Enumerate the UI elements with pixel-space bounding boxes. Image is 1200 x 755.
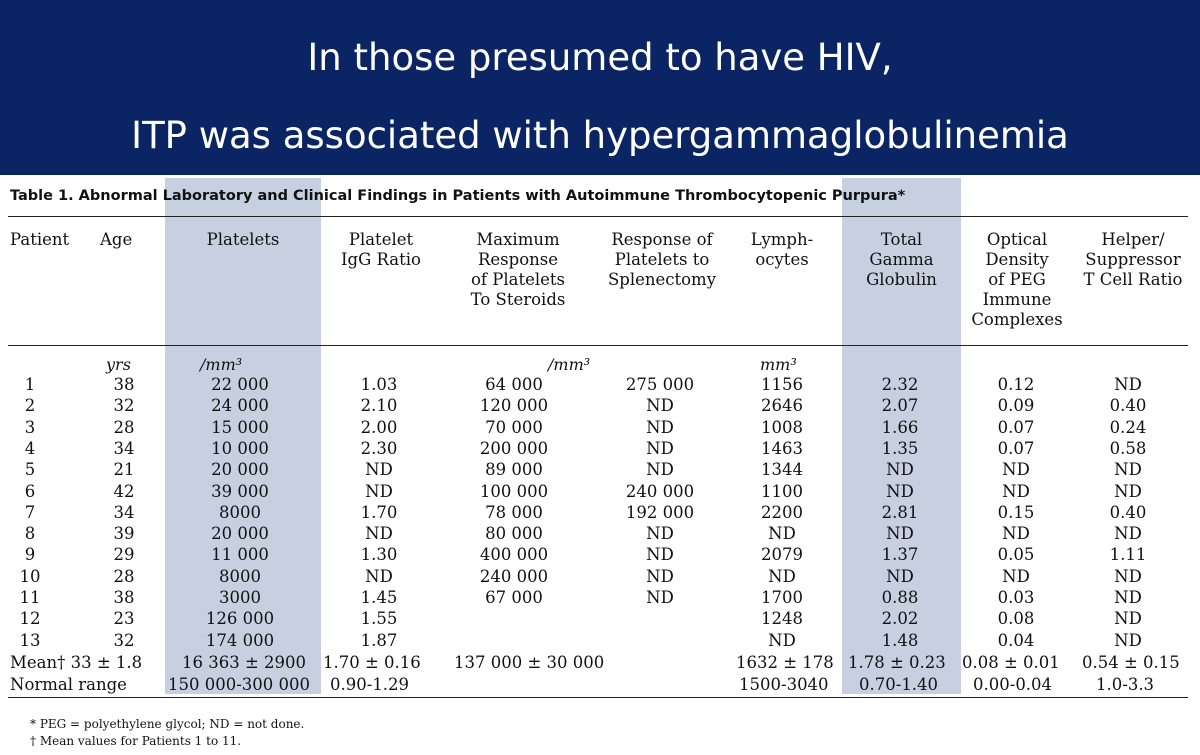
cell-tcell-ratio: ND: [1114, 609, 1142, 629]
cell-lymphocytes: 1700: [761, 588, 803, 607]
cell-tcell-ratio: ND: [1114, 481, 1142, 501]
cell-optical-density: 0.07: [997, 438, 1035, 458]
cell-age: 34: [113, 438, 135, 458]
cell-platelets: 10 000: [211, 438, 269, 458]
cell-age: 32: [113, 630, 135, 650]
title-line-1: In those presumed to have HIV,: [307, 36, 893, 79]
cell-patient: 13: [19, 630, 41, 650]
cell-patient: 6: [24, 481, 36, 501]
table-row: [0, 523, 1200, 544]
cell-tcell-ratio: ND: [1114, 630, 1142, 650]
unit-platelets: /mm³: [200, 355, 243, 374]
footnote-mean: † Mean values for Patients 1 to 11.: [30, 734, 242, 748]
cell-platelets: 3000: [219, 588, 261, 607]
normal-lymphocytes: 1500-3040: [739, 675, 829, 694]
table-row: [0, 587, 1200, 608]
mean-igg: 1.70 ± 0.16: [323, 653, 421, 672]
cell-igg-ratio: ND: [365, 481, 393, 501]
header-splenectomy-response: Response of Platelets to Splenectomy: [607, 230, 717, 289]
cell-gamma-globulin: 2.02: [881, 609, 919, 629]
cell-splenectomy-response: ND: [646, 460, 674, 480]
cell-steroid-response: 78 000: [485, 502, 543, 522]
cell-lymphocytes: 1463: [761, 438, 803, 458]
normal-gamma: 0.70-1.40: [859, 675, 939, 694]
normal-ratio: 1.0-3.3: [1096, 675, 1155, 694]
cell-splenectomy-response: 275 000: [625, 375, 695, 394]
cell-splenectomy-response: ND: [646, 566, 674, 586]
header-platelets: Platelets: [206, 230, 280, 249]
cell-igg-ratio: 2.10: [360, 396, 398, 416]
cell-patient: 3: [24, 417, 36, 437]
cell-age: 21: [113, 460, 135, 480]
cell-igg-ratio: 1.45: [360, 588, 398, 607]
table-row: [0, 417, 1200, 438]
cell-platelets: 8000: [219, 502, 261, 522]
cell-gamma-globulin: 1.37: [881, 545, 919, 565]
cell-steroid-response: 100 000: [479, 481, 549, 501]
header-bottom-rule: [8, 345, 1188, 346]
cell-gamma-globulin: ND: [886, 566, 914, 586]
table-row: [0, 608, 1200, 629]
unit-lymphocytes: mm³: [760, 355, 797, 374]
cell-gamma-globulin: 2.32: [881, 375, 919, 394]
cell-lymphocytes: 1156: [761, 375, 803, 394]
cell-splenectomy-response: ND: [646, 438, 674, 458]
cell-age: 28: [113, 566, 135, 586]
cell-optical-density: 0.04: [997, 630, 1035, 650]
cell-patient: 8: [24, 524, 36, 544]
cell-lymphocytes: ND: [768, 524, 796, 544]
header-steroid-response: Maximum Response of Platelets To Steroids: [470, 230, 566, 309]
cell-igg-ratio: 1.30: [360, 545, 398, 565]
cell-optical-density: 0.09: [997, 396, 1035, 416]
cell-steroid-response: 64 000: [485, 375, 543, 394]
mean-label: Mean† 33 ± 1.8: [10, 653, 143, 672]
table-row: [0, 438, 1200, 459]
cell-steroid-response: 200 000: [479, 438, 549, 458]
cell-optical-density: ND: [1002, 524, 1030, 544]
cell-patient: 5: [24, 460, 36, 480]
unit-steroids: /mm³: [548, 355, 591, 374]
normal-label: Normal range: [10, 675, 127, 694]
cell-lymphocytes: ND: [768, 566, 796, 586]
cell-igg-ratio: 2.00: [360, 417, 398, 437]
table-caption: Table 1. Abnormal Laboratory and Clinical Findings in Patients with Autoimmune Thrombocytopenic Purpura*: [10, 188, 906, 204]
cell-patient: 10: [19, 566, 41, 586]
cell-splenectomy-response: ND: [646, 524, 674, 544]
mean-lymphocytes: 1632 ± 178: [736, 653, 834, 672]
cell-lymphocytes: 2079: [761, 545, 803, 565]
cell-optical-density: ND: [1002, 460, 1030, 480]
table-row: [0, 374, 1200, 395]
cell-splenectomy-response: ND: [646, 545, 674, 565]
cell-igg-ratio: 1.87: [360, 630, 398, 650]
header-age: Age: [100, 230, 133, 249]
cell-gamma-globulin: ND: [886, 524, 914, 544]
cell-patient: 2: [24, 396, 36, 416]
cell-optical-density: 0.05: [997, 545, 1035, 565]
cell-patient: 12: [19, 609, 41, 629]
cell-steroid-response: 89 000: [485, 460, 543, 480]
title-line-2: ITP was associated with hypergammaglobulinemia: [131, 114, 1069, 157]
cell-steroid-response: 400 000: [479, 545, 549, 565]
cell-patient: 7: [24, 502, 36, 522]
cell-patient: 1: [24, 375, 36, 394]
cell-gamma-globulin: 1.48: [881, 630, 919, 650]
normal-platelets: 150 000-300 000: [168, 675, 311, 694]
cell-steroid-response: 80 000: [485, 524, 543, 544]
cell-splenectomy-response: ND: [646, 588, 674, 607]
cell-tcell-ratio: 0.40: [1109, 502, 1147, 522]
table-row: [0, 544, 1200, 565]
cell-igg-ratio: 1.03: [360, 375, 398, 394]
header-optical-density: Optical Density of PEG Immune Complexes: [971, 230, 1063, 329]
footnote-peg: * PEG = polyethylene glycol; ND = not done.: [30, 717, 305, 731]
cell-splenectomy-response: ND: [646, 396, 674, 416]
cell-tcell-ratio: 0.58: [1109, 438, 1147, 458]
cell-optical-density: ND: [1002, 481, 1030, 501]
cell-platelets: 20 000: [211, 460, 269, 480]
cell-lymphocytes: 2646: [761, 396, 803, 416]
header-lymphocytes: Lymph- ocytes: [750, 230, 814, 269]
cell-steroid-response: 240 000: [479, 566, 549, 586]
table-row: [0, 630, 1200, 651]
header-platelet-igg-ratio: Platelet IgG Ratio: [341, 230, 421, 269]
cell-steroid-response: 120 000: [479, 396, 549, 416]
cell-platelets: 174 000: [205, 630, 275, 650]
cell-patient: 4: [24, 438, 36, 458]
cell-optical-density: 0.08: [997, 609, 1035, 629]
cell-steroid-response: 67 000: [485, 588, 543, 607]
cell-igg-ratio: 2.30: [360, 438, 398, 458]
cell-optical-density: 0.07: [997, 417, 1035, 437]
normal-od: 0.00-0.04: [973, 675, 1053, 694]
cell-platelets: 15 000: [211, 417, 269, 437]
cell-age: 28: [113, 417, 135, 437]
cell-tcell-ratio: ND: [1114, 588, 1142, 607]
mean-platelets: 16 363 ± 2900: [182, 653, 307, 672]
table-top-rule: [8, 216, 1188, 217]
cell-tcell-ratio: ND: [1114, 460, 1142, 480]
cell-gamma-globulin: 1.35: [881, 438, 919, 458]
cell-splenectomy-response: 192 000: [625, 502, 695, 522]
cell-tcell-ratio: 0.24: [1109, 417, 1147, 437]
cell-platelets: 24 000: [211, 396, 269, 416]
cell-platelets: 22 000: [211, 375, 269, 394]
cell-optical-density: 0.12: [997, 375, 1035, 394]
cell-lymphocytes: 1100: [761, 481, 803, 501]
cell-igg-ratio: 1.70: [360, 502, 398, 522]
cell-igg-ratio: 1.55: [360, 609, 398, 629]
cell-age: 39: [113, 524, 135, 544]
mean-row: [0, 652, 1200, 673]
cell-age: 32: [113, 396, 135, 416]
mean-steroids: 137 000 ± 30 000: [454, 653, 605, 672]
cell-lymphocytes: 1344: [761, 460, 803, 480]
cell-steroid-response: 70 000: [485, 417, 543, 437]
header-tcell-ratio: Helper/ Suppressor T Cell Ratio: [1083, 230, 1183, 289]
cell-igg-ratio: ND: [365, 460, 393, 480]
cell-lymphocytes: 1008: [761, 417, 803, 437]
cell-age: 38: [113, 588, 135, 607]
normal-range-row: [0, 674, 1200, 695]
cell-patient: 9: [24, 545, 36, 565]
cell-gamma-globulin: ND: [886, 460, 914, 480]
cell-age: 42: [113, 481, 135, 501]
cell-lymphocytes: 2200: [761, 502, 803, 522]
table-bottom-rule: [8, 697, 1188, 698]
cell-tcell-ratio: ND: [1114, 566, 1142, 586]
cell-age: 38: [113, 375, 135, 394]
mean-gamma: 1.78 ± 0.23: [848, 653, 946, 672]
cell-platelets: 39 000: [211, 481, 269, 501]
table-row: [0, 502, 1200, 523]
cell-igg-ratio: ND: [365, 566, 393, 586]
cell-optical-density: 0.15: [997, 502, 1035, 522]
cell-platelets: 11 000: [211, 545, 269, 565]
unit-age: yrs: [106, 355, 131, 374]
cell-age: 29: [113, 545, 135, 565]
cell-gamma-globulin: 2.07: [881, 396, 919, 416]
cell-platelets: 20 000: [211, 524, 269, 544]
cell-patient: 11: [19, 588, 41, 607]
cell-tcell-ratio: ND: [1114, 375, 1142, 394]
normal-igg: 0.90-1.29: [330, 675, 410, 694]
cell-tcell-ratio: ND: [1114, 524, 1142, 544]
cell-igg-ratio: ND: [365, 524, 393, 544]
cell-age: 34: [113, 502, 135, 522]
title-banner: [0, 0, 1200, 175]
header-gamma-globulin: Total Gamma Globulin: [866, 230, 937, 289]
cell-tcell-ratio: 0.40: [1109, 396, 1147, 416]
cell-splenectomy-response: 240 000: [625, 481, 695, 501]
table-row: [0, 566, 1200, 587]
cell-gamma-globulin: 2.81: [881, 502, 919, 522]
table-row: [0, 395, 1200, 416]
cell-platelets: 8000: [219, 566, 261, 586]
cell-optical-density: 0.03: [997, 588, 1035, 607]
mean-ratio: 0.54 ± 0.15: [1082, 653, 1180, 672]
cell-age: 23: [113, 609, 135, 629]
cell-tcell-ratio: 1.11: [1109, 545, 1147, 565]
table-row: [0, 481, 1200, 502]
header-patient: Patient: [10, 230, 70, 249]
cell-lymphocytes: ND: [768, 630, 796, 650]
cell-lymphocytes: 1248: [761, 609, 803, 629]
table-row: [0, 459, 1200, 480]
cell-optical-density: ND: [1002, 566, 1030, 586]
cell-platelets: 126 000: [205, 609, 275, 629]
cell-gamma-globulin: 0.88: [881, 588, 919, 607]
mean-od: 0.08 ± 0.01: [962, 653, 1060, 672]
cell-splenectomy-response: ND: [646, 417, 674, 437]
cell-gamma-globulin: ND: [886, 481, 914, 501]
cell-gamma-globulin: 1.66: [881, 417, 919, 437]
